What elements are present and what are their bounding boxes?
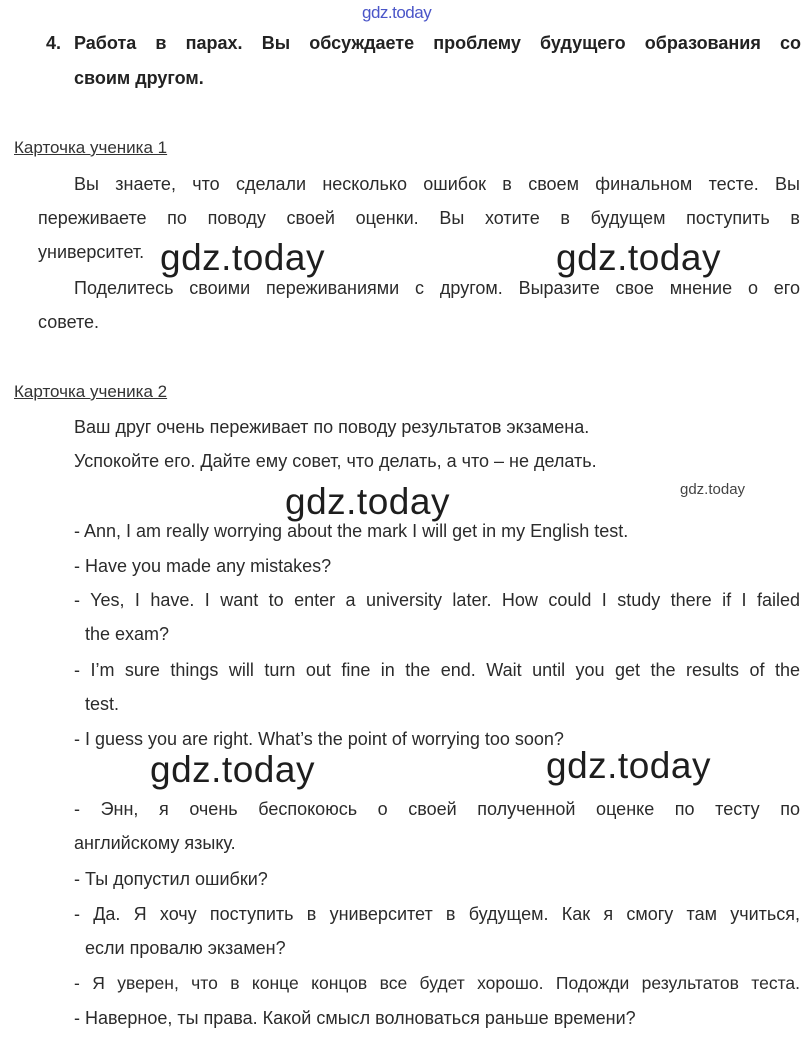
dialogue-ru-line: английскому языку. <box>74 833 236 853</box>
dialogue-en-line: - Have you made any mistakes? <box>74 556 332 576</box>
dialogue-en-line: test. <box>85 694 120 714</box>
watermark: gdz.today <box>150 749 315 790</box>
watermark-small: gdz.today <box>680 481 746 498</box>
task-title-line1: Работа в парах. Вы обсуждаете проблему будущего образования со <box>74 33 801 53</box>
dialogue-en-line: - Ann, I am really worrying about the mark I will get in my English test. <box>74 521 629 541</box>
card2-text-line: Ваш друг очень переживает по поводу результатов экзамена. <box>74 417 590 437</box>
card2-title: Карточка ученика 2 <box>14 382 168 401</box>
watermark: gdz.today <box>160 237 325 278</box>
card2-text-line: Успокойте его. Дайте ему совет, что делать, а что – не делать. <box>74 451 597 471</box>
dialogue-ru-line: если провалю экзамен? <box>85 938 286 958</box>
dialogue-en-line: the exam? <box>85 624 170 644</box>
dialogue-ru-line: - Энн, я очень беспокоюсь о своей полученной оценке по тесту по <box>74 799 800 819</box>
task-number: 4. <box>46 33 62 53</box>
watermark: gdz.today <box>546 745 711 786</box>
dialogue-ru-line: - Ты допустил ошибки? <box>74 869 268 889</box>
card1-text-line: Вы знаете, что сделали несколько ошибок в своем финальном тесте. Вы <box>74 174 800 194</box>
watermark: gdz.today <box>285 481 450 522</box>
card1-text-line: совете. <box>38 312 100 332</box>
dialogue-en-line: - Yes, I have. I want to enter a university later. How could I study there if I failed <box>74 590 800 610</box>
card1-title: Карточка ученика 1 <box>14 138 168 157</box>
watermark-top: gdz.today <box>362 3 432 22</box>
dialogue-ru-line: - Наверное, ты права. Какой смысл волноваться раньше времени? <box>74 1008 636 1028</box>
dialogue-ru-line: - Я уверен, что в конце концов все будет хорошо. Подожди результатов теста. <box>74 973 800 993</box>
dialogue-en-line: - I’m sure things will turn out fine in the end. Wait until you get the results of the <box>74 660 800 680</box>
card1-text-line: университет. <box>38 242 145 262</box>
dialogue-ru-line: - Да. Я хочу поступить в университет в будущем. Как я смогу там учиться, <box>74 904 800 924</box>
card1-text-line: переживаете по поводу своей оценки. Вы хотите в будущем поступить в <box>38 208 800 228</box>
dialogue-en-line: - I guess you are right. What’s the point of worrying too soon? <box>74 729 564 749</box>
task-title-line2: своим другом. <box>74 68 204 88</box>
card1-text-line: Поделитесь своими переживаниями с другом. Выразите свое мнение о его <box>74 278 800 298</box>
watermark: gdz.today <box>556 237 721 278</box>
